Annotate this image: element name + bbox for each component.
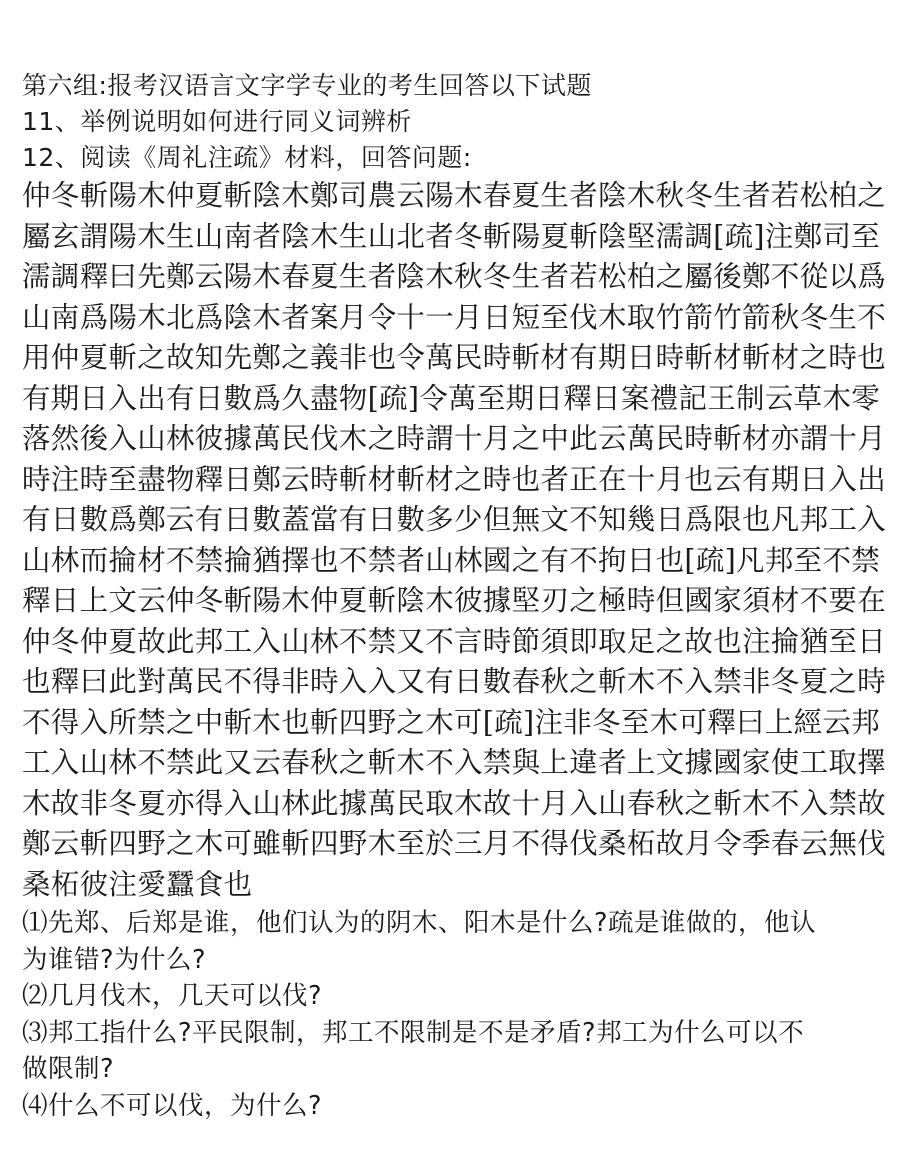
sub-question-4-line-1: ⑷什么不可以伐，为什么? xyxy=(22,1090,323,1121)
passage-line: 仲冬仲夏故此邦工入山林不禁又不言時節須即取足之故也注掄猶至日 xyxy=(22,624,887,658)
passage-line: 有期日入出有日數爲久盡物[疏]令萬至期日釋日案禮記王制云草木零 xyxy=(22,381,881,415)
passage-line: 工入山林不禁此又云春秋之斬木不入禁與上違者上文據國家使工取擇 xyxy=(22,746,887,779)
zhouli-passage xyxy=(22,176,888,905)
passage-line: 山林而掄材不禁掄猶擇也不禁者山林國之有不拘日也[疏]凡邦至不禁 xyxy=(22,543,881,577)
sub-question-1-line-2: 为谁错?为什么? xyxy=(22,944,207,975)
passage-line: 山南爲陽木北爲陰木者案月令十一月日短至伐木取竹箭竹箭秋冬生不 xyxy=(22,300,887,334)
sub-question-1 xyxy=(22,905,888,978)
question-12: 12、阅读《周礼注疏》材料，回答问题: xyxy=(22,143,472,172)
sub-question-3-line-2: 做限制? xyxy=(22,1054,115,1084)
passage-line: 時注時至盡物釋日鄭云時斬材斬材之時也者正在十月也云有期日入出 xyxy=(22,462,887,496)
passage-line: 落然後入山林彼據萬民伐木之時謂十月之中此云萬民時斬材亦謂十月 xyxy=(22,422,887,455)
exam-page xyxy=(22,68,888,1124)
passage-line: 屬玄謂陽木生山南者陰木生山北者冬斬陽夏斬陰堅濡調[疏]注鄭司至 xyxy=(22,219,881,253)
passage-line: 桑柘彼注愛蠶食也 xyxy=(22,867,253,901)
sub-question-2-line-1: ⑵几月伐木，几天可以伐? xyxy=(22,981,323,1011)
passage-line: 不得入所禁之中斬木也斬四野之木可[疏]注非冬至木可釋曰上經云邦 xyxy=(22,705,881,739)
passage-line: 仲冬斬陽木仲夏斬陰木鄭司農云陽木春夏生者陰木秋冬生者若松柏之 xyxy=(22,179,887,212)
passage-line: 有日數爲鄭云有日數蓋當有日數多少但無文不知幾日爲限也凡邦工入 xyxy=(22,503,887,536)
sub-question-4 xyxy=(22,1088,888,1125)
passage-line: 釋日上文云仲冬斬陽木仲夏斬陰木彼據堅刃之極時但國家須材不要在 xyxy=(22,584,887,617)
group-title: 第六组:报考汉语言文字学专业的考生回答以下试题 xyxy=(22,71,592,100)
passage-line: 也釋曰此對萬民不得非時入入又有日數春秋之斬木不入禁非冬夏之時 xyxy=(22,665,887,698)
question-11: 11、举例说明如何进行同义词辨析 xyxy=(22,107,412,136)
passage-line: 鄭云斬四野之木可雖斬四野木至於三月不得伐桑柘故月令季春云無伐 xyxy=(22,827,887,860)
sub-question-2 xyxy=(22,978,888,1015)
passage-line: 用仲夏斬之故知先鄭之義非也令萬民時斬材有期日時斬材斬材之時也 xyxy=(22,341,887,374)
sub-question-3-line-1: ⑶邦工指什么?平民限制，邦工不限制是不是矛盾?邦工为什么可以不 xyxy=(22,1017,805,1048)
passage-line: 木故非冬夏亦得入山林此據萬民取木故十月入山春秋之斬木不入禁故 xyxy=(22,786,887,820)
sub-question-1-line-1: ⑴先郑、后郑是谁，他们认为的阴木、阳木是什么?疏是谁做的，他认 xyxy=(22,908,817,938)
sub-question-3 xyxy=(22,1015,888,1088)
passage-line: 濡調釋曰先鄭云陽木春夏生者陰木秋冬生者若松柏之屬後鄭不從以爲 xyxy=(22,260,887,293)
